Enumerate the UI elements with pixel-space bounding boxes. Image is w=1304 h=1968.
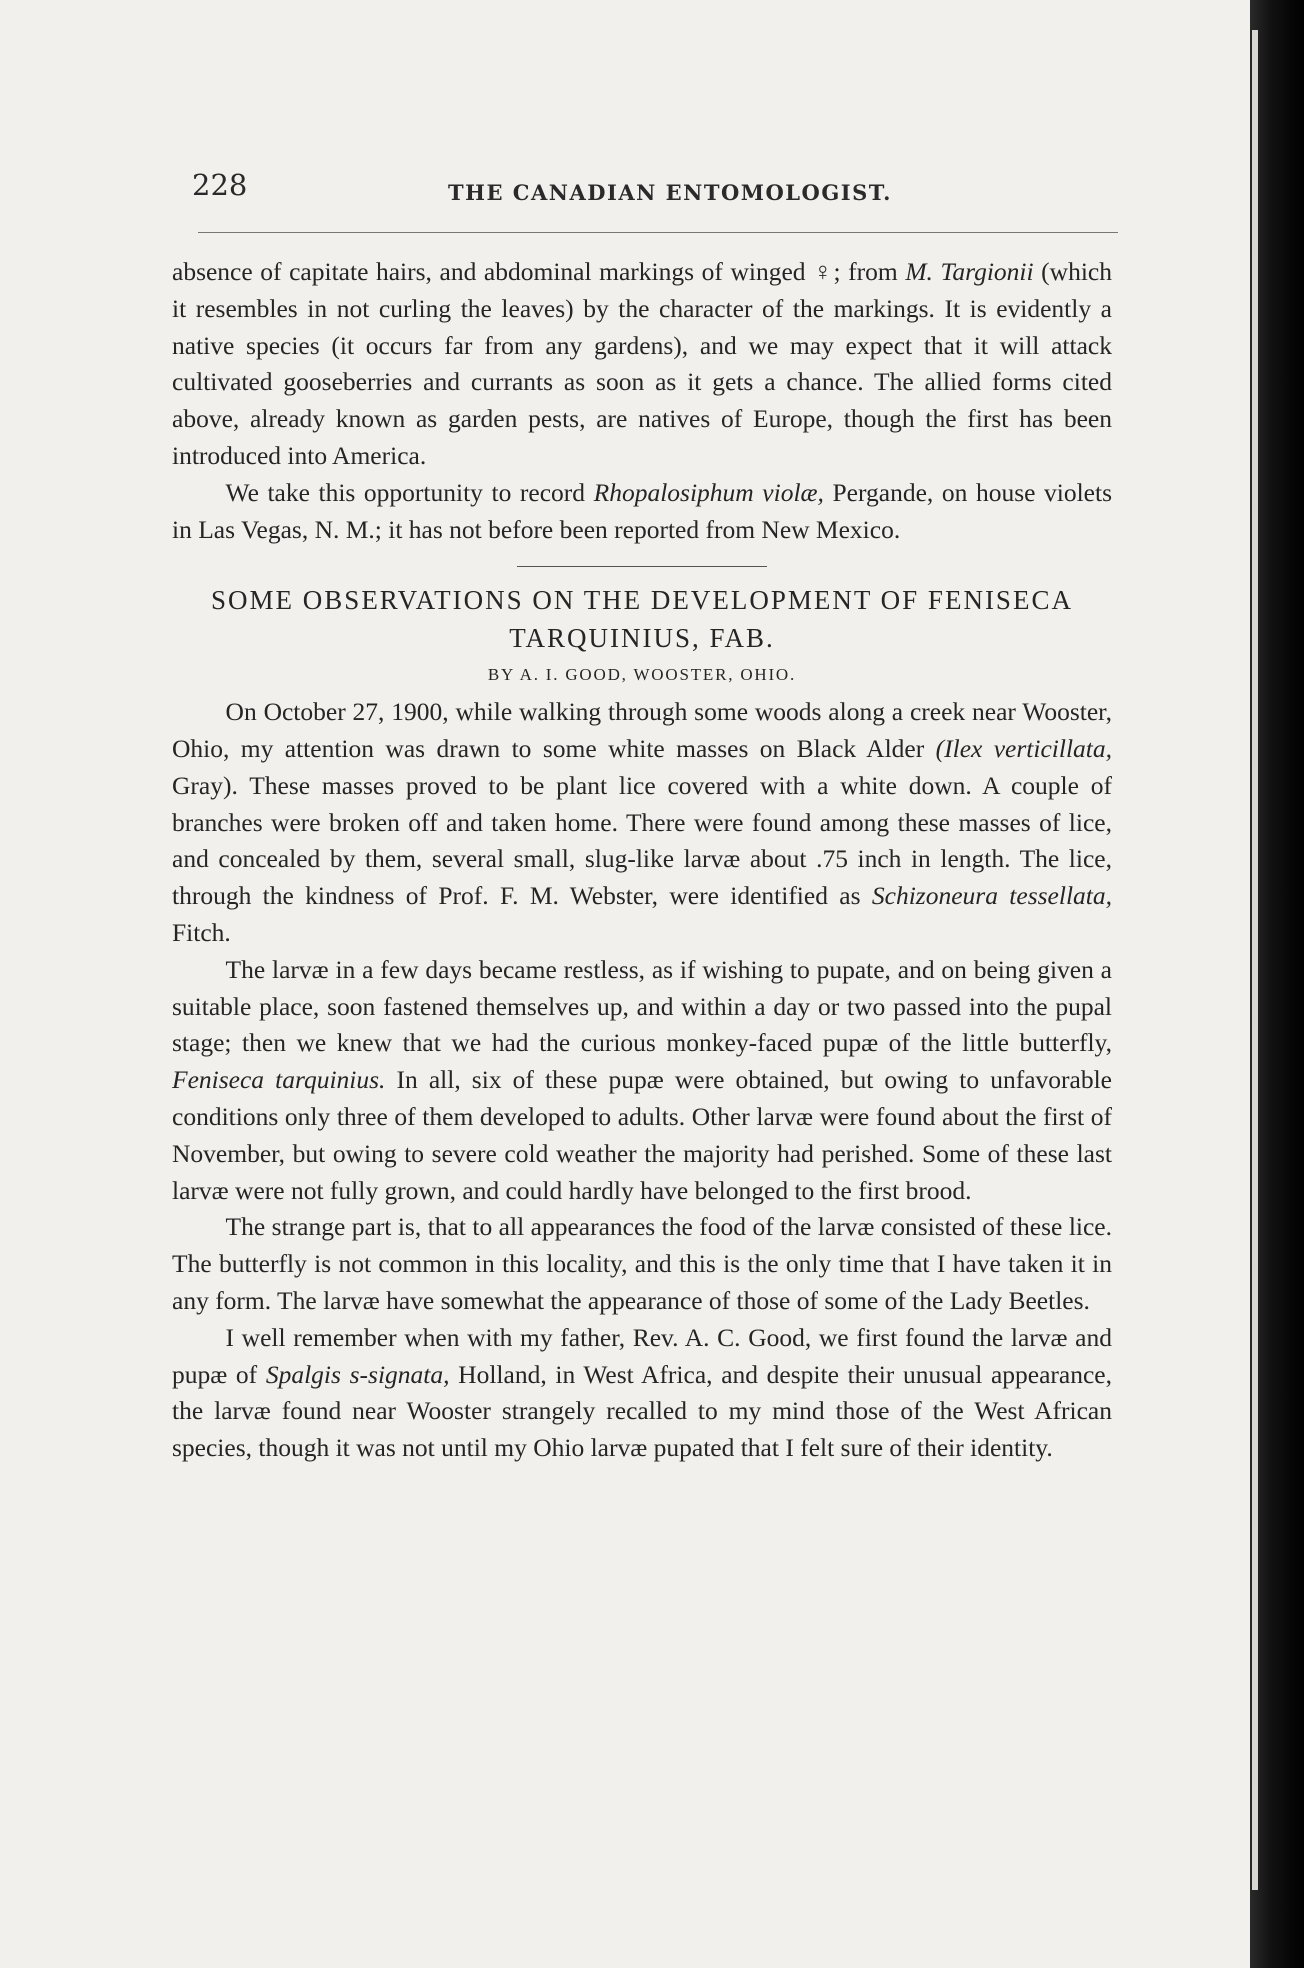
book-spine [1250, 0, 1304, 1968]
continued-paragraph-1: absence of capitate hairs, and abdominal markings of winged ♀; from M. Targionii (which it resembles in not curling the leaves) by the character of the markings. It is evidently a native species (it occurs far from any gardens), and we may expect that it will attack cultivated gooseberries and currants as soon as it gets a chance. The allied forms cited above, already known as garden pests, are natives of Europe, though the first has been introduced into America. [172, 257, 1112, 470]
article-paragraph-3: The strange part is, that to all appearances the food of the larvæ consisted of these lice. The butterfly is not common in this locality, and this is the only time that I have taken it in any form. The larvæ have somewhat the appearance of those of some of the Lady Beetles. [172, 1212, 1112, 1315]
species-name: Rhopalosiphum violæ, [593, 477, 824, 507]
running-title: THE CANADIAN ENTOMOLOGIST. [448, 180, 892, 205]
continued-paragraph-2: We take this opportunity to record Rhopalosiphum violæ, Pergande, on house violets in Las Vegas, N. M.; it has not before been reported from New Mexico. [172, 477, 1113, 544]
header-rule [198, 232, 1118, 233]
species-name: M. Targionii [905, 257, 1034, 286]
species-name: Schizoneura tessellata, [871, 881, 1112, 911]
species-name: Spalgis s-signata, [265, 1359, 450, 1389]
body-text [172, 254, 1112, 1467]
species-name: Feniseca tarquinius. [172, 1065, 386, 1095]
species-name: (Ilex verticillata, [935, 733, 1112, 763]
page-number: 228 [192, 168, 248, 202]
article-title: SOME OBSERVATIONS ON THE DEVELOPMENT OF FENISECA TARQUINIUS, FAB. [211, 585, 1073, 654]
article-paragraph-2: The larvæ in a few days became restless, as if wishing to pupate, and on being given a suitable place, soon fastened themselves up, and within a day or two passed into the pupal stage; then we knew that we had the curious monkey-faced pupæ of the little butterfly, Feniseca tarquinius. In all, six of these pupæ were obtained, but owing to unfavorable conditions only three of them developed to adults. Other larvæ were found about the first of November, but owing to severe cold weather the majority had perished. Some of these last larvæ were not fully grown, and could hardly have belonged to the first brood. [172, 954, 1112, 1205]
page-edge [1252, 30, 1258, 1890]
article-paragraph-1: On October 27, 1900, while walking through some woods along a creek near Wooster, Ohio, my attention was drawn to some white masses on Black Alder (Ilex verticillata, Gray). These masses proved to be plant lice covered with a white down. A couple of branches were broken off and taken home. There were found among these masses of lice, and concealed by them, several small, slug-like larvæ about .75 inch in length. The lice, through the kindness of Prof. F. M. Webster, were identified as Schizoneura tessellata, Fitch. [172, 697, 1112, 947]
section-divider [517, 566, 767, 567]
article-byline: BY A. I. GOOD, WOOSTER, OHIO. [487, 665, 797, 685]
page-header [178, 168, 1118, 218]
article-paragraph-4: I well remember when with my father, Rev. A. C. Good, we first found the larvæ and pupæ of Spalgis s-signata, Holland, in West Africa, and despite their unusual appearance, the larvæ found near Wooster strangely recalled to my mind those of the West African species, though it was not until my Ohio larvæ pupated that I felt sure of their identity. [172, 1322, 1112, 1463]
